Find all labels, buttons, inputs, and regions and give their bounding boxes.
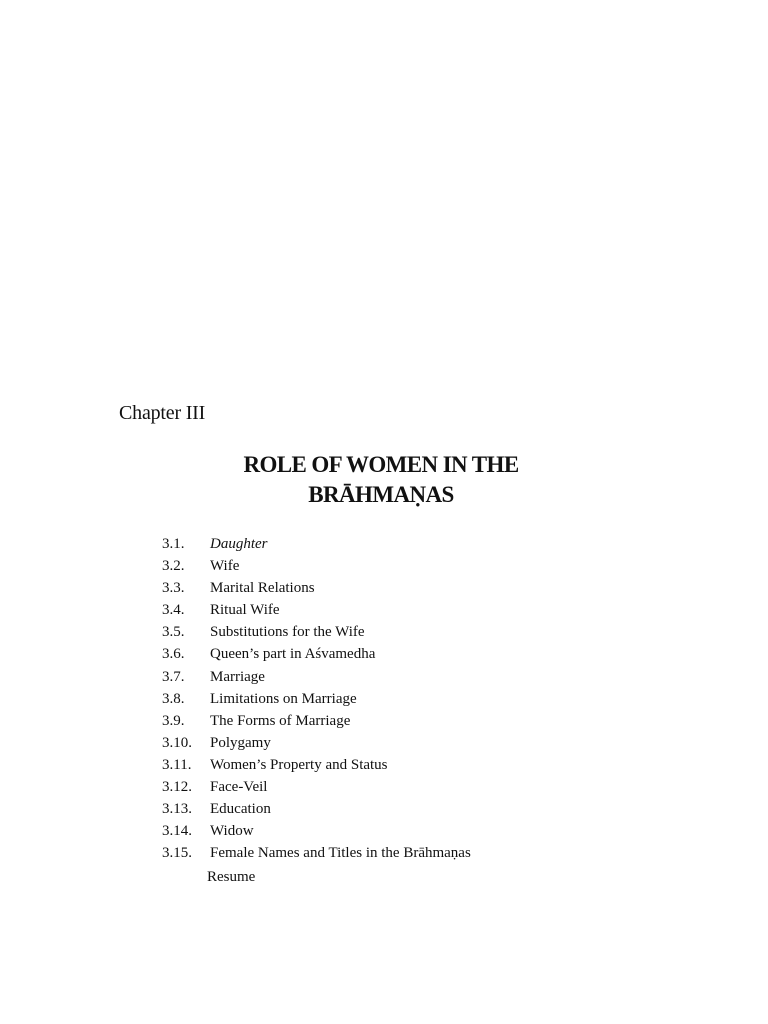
chapter-label: Chapter III xyxy=(119,402,206,424)
toc-item-number: 3.5. xyxy=(162,624,185,641)
toc-item-title: Marriage xyxy=(210,668,265,685)
toc-item xyxy=(0,754,768,776)
toc-item-number: 3.3. xyxy=(162,580,185,597)
toc-item xyxy=(0,555,768,577)
toc-item xyxy=(0,533,768,555)
toc-item-title: Wife xyxy=(210,558,240,575)
toc-item xyxy=(0,599,768,621)
toc-item-title: Substitutions for the Wife xyxy=(210,624,365,641)
toc-item-number: 3.2. xyxy=(162,558,185,575)
toc-item-number: 3.11. xyxy=(162,756,192,773)
toc-item-title: Limitations on Marriage xyxy=(210,690,357,707)
toc-item-number: 3.6. xyxy=(162,646,185,663)
toc-item-title: Ritual Wife xyxy=(210,602,280,619)
toc-item-title: Queen’s part in Aśvamedha xyxy=(210,646,376,663)
toc-item-title: Education xyxy=(210,801,271,818)
table-of-contents xyxy=(0,533,768,864)
toc-item-title: Widow xyxy=(210,823,254,840)
toc-item-number: 3.13. xyxy=(162,801,192,818)
toc-item-title: Daughter xyxy=(210,536,268,552)
toc-item-number: 3.12. xyxy=(162,779,192,796)
toc-item xyxy=(0,688,768,710)
toc-item-title: Polygamy xyxy=(210,734,271,751)
toc-resume: Resume xyxy=(207,869,256,885)
toc-item xyxy=(0,842,768,864)
toc-item-number: 3.15. xyxy=(162,845,192,862)
toc-item-title: Women’s Property and Status xyxy=(210,756,388,773)
toc-item xyxy=(0,666,768,688)
toc-item-number: 3.14. xyxy=(162,823,192,840)
toc-item-number: 3.4. xyxy=(162,602,185,619)
toc-item-number: 3.8. xyxy=(162,690,185,707)
toc-item-number: 3.1. xyxy=(162,536,185,552)
toc-item xyxy=(0,798,768,820)
toc-item-number: 3.7. xyxy=(162,668,185,685)
toc-item xyxy=(0,577,768,599)
toc-item-title: Female Names and Titles in the Brāhmaṇas xyxy=(210,845,471,862)
toc-item xyxy=(0,776,768,798)
toc-item xyxy=(0,820,768,842)
toc-item xyxy=(0,710,768,732)
toc-item-title: Face-Veil xyxy=(210,779,268,796)
chapter-title-line-2: BRĀHMAṆAS xyxy=(308,482,454,507)
toc-item-number: 3.9. xyxy=(162,712,185,729)
toc-item-number: 3.10. xyxy=(162,734,192,751)
toc-item xyxy=(0,621,768,643)
toc-item xyxy=(0,643,768,665)
toc-item xyxy=(0,732,768,754)
toc-item-title: The Forms of Marriage xyxy=(210,712,351,729)
toc-item-title: Marital Relations xyxy=(210,580,315,597)
chapter-title-line-1: ROLE OF WOMEN IN THE xyxy=(243,452,519,477)
